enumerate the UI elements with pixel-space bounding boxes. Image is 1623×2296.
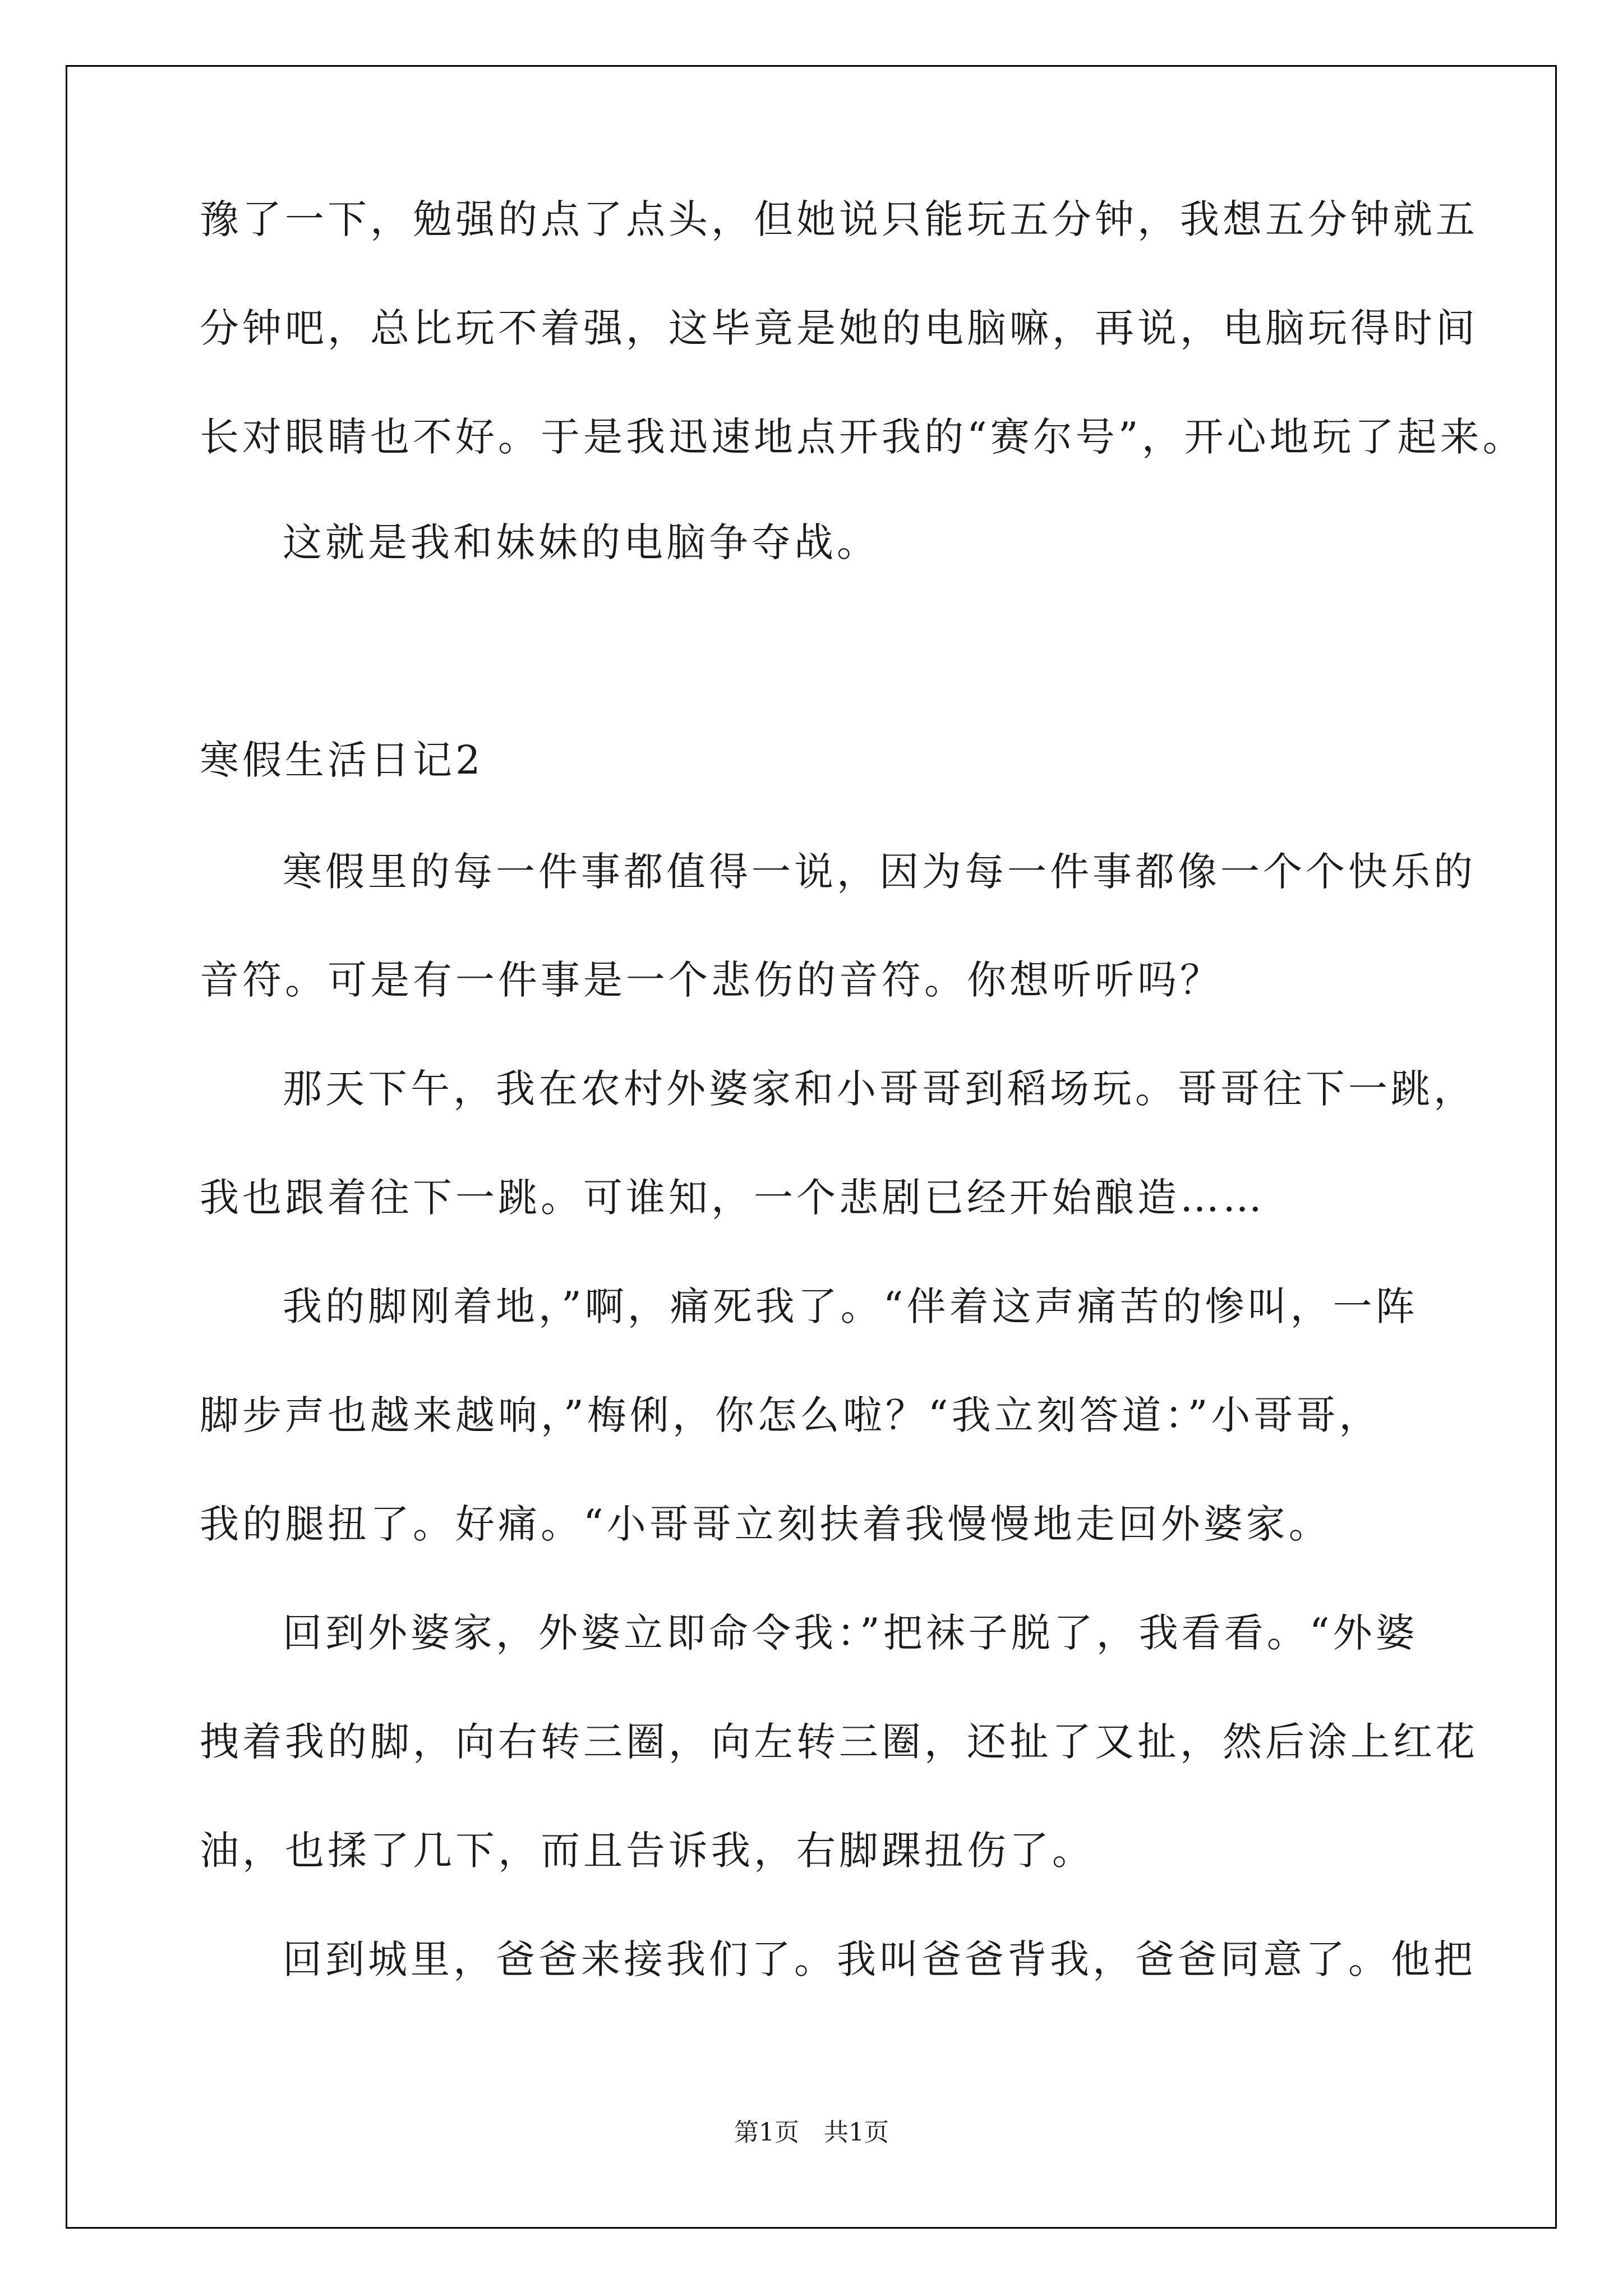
section-title: 寒假生活日记2 xyxy=(200,737,484,783)
paragraph-line: 豫了一下，勉强的点了点头，但她说只能玩五分钟，我想五分钟就五 xyxy=(200,196,1478,242)
page-number-footer: 第1页 共1页 xyxy=(734,2118,889,2147)
paragraph-line: 我的脚刚着地，”啊，痛死我了。“伴着这声痛苦的惨叫，一阵 xyxy=(283,1283,1418,1329)
paragraph-line: 分钟吧，总比玩不着强，这毕竟是她的电脑嘛，再说，电脑玩得时间 xyxy=(200,305,1478,351)
paragraph-line: 长对眼睛也不好。于是我迅速地点开我的“赛尔号”，开心地玩了起来。 xyxy=(200,414,1525,460)
paragraph-line: 油，也揉了几下，而且告诉我，右脚踝扭伤了。 xyxy=(200,1828,1095,1874)
paragraph-line: 音符。可是有一件事是一个悲伤的音符。你想听听吗？ xyxy=(200,957,1223,1003)
paragraph-line: 那天下午，我在农村外婆家和小哥哥到稻场玩。哥哥往下一跳， xyxy=(283,1066,1476,1112)
page-border xyxy=(66,65,1557,2229)
paragraph-line: 拽着我的脚，向右转三圈，向左转三圈，还扯了又扯，然后涂上红花 xyxy=(200,1719,1478,1765)
paragraph-line: 回到城里，爸爸来接我们了。我叫爸爸背我，爸爸同意了。他把 xyxy=(283,1936,1476,1982)
paragraph-line: 我的腿扭了。好痛。“小哥哥立刻扶着我慢慢地走回外婆家。 xyxy=(200,1501,1331,1547)
paragraph-line: 回到外婆家，外婆立即命令我：”把袜子脱了，我看看。“外婆 xyxy=(283,1610,1418,1656)
paragraph-line: 这就是我和妹妹的电脑争夺战。 xyxy=(283,519,879,565)
paragraph-line: 寒假里的每一件事都值得一说，因为每一件事都像一个个快乐的 xyxy=(283,849,1476,895)
paragraph-line: 脚步声也越来越响，”梅俐，你怎么啦？“我立刻答道：”小哥哥， xyxy=(200,1392,1382,1438)
paragraph-line: 我也跟着往下一跳。可谁知，一个悲剧已经开始酿造…… xyxy=(200,1175,1265,1221)
